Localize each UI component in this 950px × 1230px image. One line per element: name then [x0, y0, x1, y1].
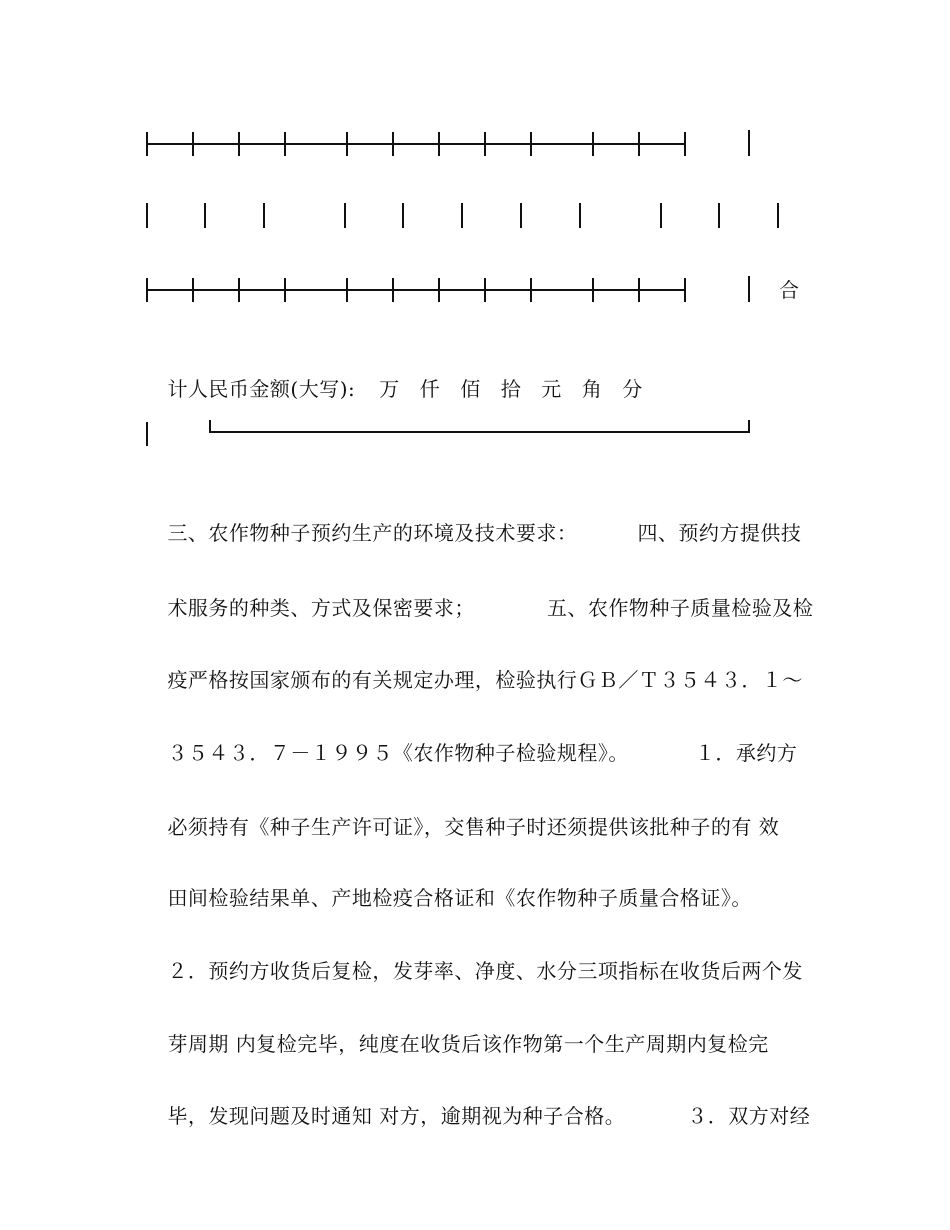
item-one: １．承约方 [694, 741, 798, 765]
text-span: 田间检验结果单、产地检疫合格证和《农作物种子质量合格证》。 [167, 886, 752, 910]
text-span: 疫严格按国家颁布的有关规定办理，检验执行ＧＢ／Ｔ３５４３．１～ [167, 668, 803, 692]
unit-shi: 拾 [500, 377, 522, 401]
text-span: 芽周期 内复检完毕，纯度在收货后该作物第一个生产周期内复检完 [167, 1032, 769, 1056]
total-amount-line [140, 347, 643, 431]
unit-jiao: 角 [581, 377, 603, 401]
unit-bai: 佰 [460, 377, 481, 401]
he-label: 合 [779, 278, 799, 302]
section-five-heading: 五、农作物种子质量检验及检 [546, 596, 814, 620]
paragraph-line [140, 711, 797, 795]
text-span: ３５４３．７－１９９５《农作物种子检验规程》。 [167, 741, 629, 765]
text-span: 毕，发现问题及时通知 对方，逾期视为种子合格。 [167, 1104, 626, 1128]
text-span: 术服务的种类、方式及保密要求； [167, 596, 475, 620]
section-three-heading: 三、农作物种子预约生产的环境及技术要求： [167, 521, 578, 545]
item-two: ２．预约方收货后复检，发芽率、净度、水分三项指标在收货后两个发 [167, 959, 803, 983]
paragraph-line [140, 929, 803, 1013]
paragraph-line [140, 1074, 810, 1158]
unit-wan: 万 [379, 377, 400, 401]
text-span: 必须持有《种子生产许可证》，交售种子时还须提供该批种子的有 效 [167, 815, 780, 839]
paragraph-line [140, 491, 801, 575]
unit-fen: 分 [622, 377, 643, 401]
section-four-heading: 四、预约方提供技 [637, 521, 802, 545]
unit-yuan: 元 [541, 377, 562, 401]
paragraph-line [140, 856, 752, 940]
unit-qian: 仟 [419, 377, 441, 401]
total-label: 计人民币金额(大写): [167, 377, 356, 401]
item-three: ３．双方对经 [687, 1104, 811, 1128]
paragraph-line [140, 638, 803, 722]
